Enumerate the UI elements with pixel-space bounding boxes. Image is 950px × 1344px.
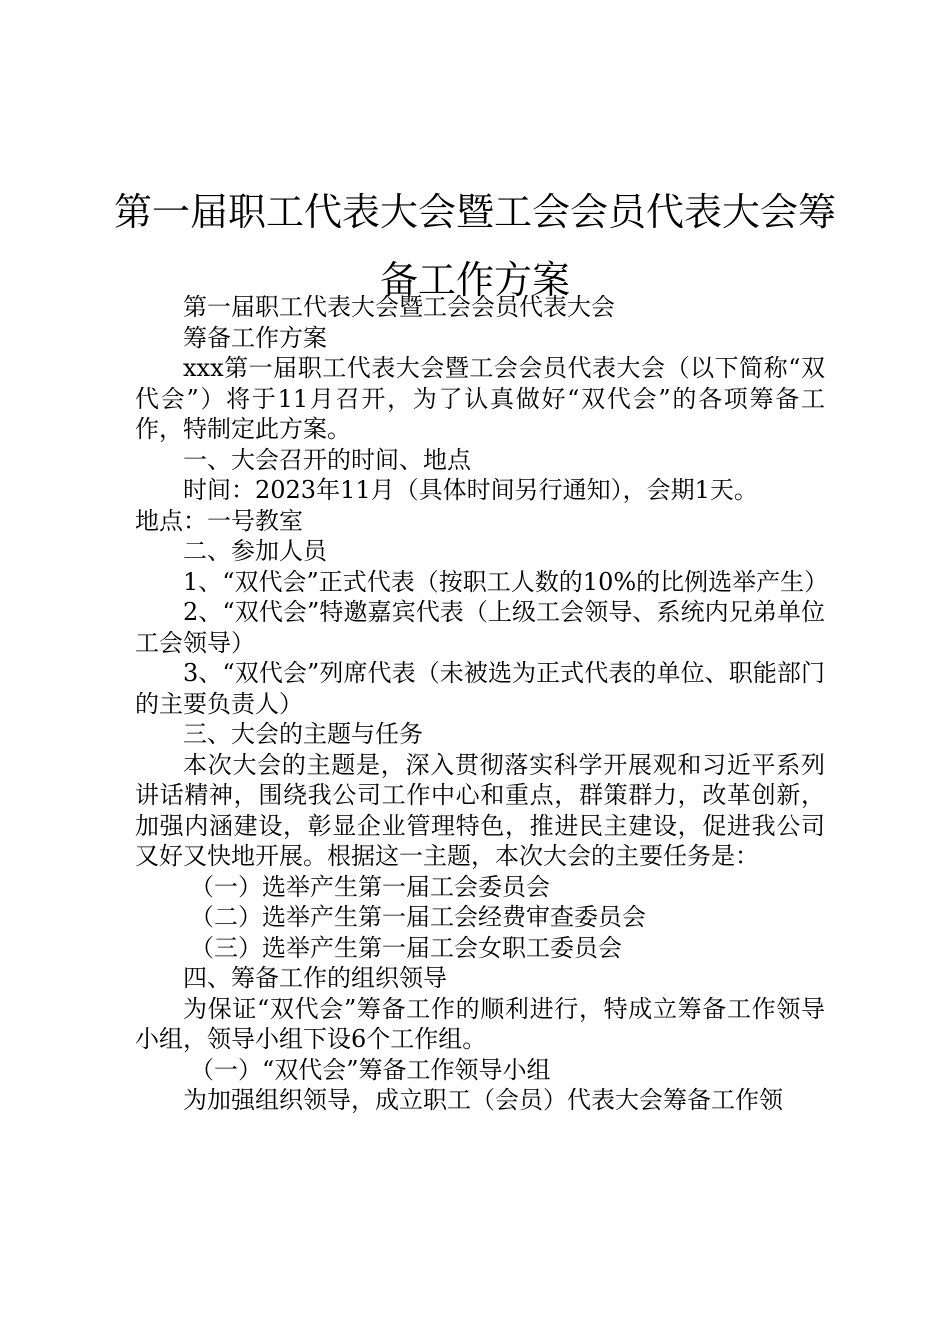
section-heading-attendees: 二、参加人员	[183, 537, 327, 565]
paragraph-theme: 本次大会的主题是，深入贯彻落实科学开展观和习近平系列讲话精神，围绕我公司工作中心和重点，群策群力，改革创新，加强内涵建设，彰显企业管理特色，推进民主建设，促进我公司又好又快地开展。根据这一主题，本次大会的主要任务是：	[135, 750, 825, 870]
document-body	[135, 292, 829, 1116]
paragraph-organization: 为保证“双代会”筹备工作的顺利进行，特成立筹备工作领导小组，领导小组下设6个工作组。	[135, 994, 825, 1053]
paragraph-leading-group: 为加强组织领导，成立职工（会员）代表大会筹备工作领	[183, 1086, 783, 1114]
paragraph-intro: xxx第一届职工代表大会暨工会会员代表大会（以下简称“双代会”）将于11月召开，为了认真做好“双代会”的各项筹备工作，特制定此方案。	[135, 354, 825, 443]
list-item-attendee-1: 1、“双代会”正式代表（按职工人数的10%的比例选举产生）	[183, 567, 829, 596]
paragraph-place: 地点：一号教室	[135, 506, 303, 535]
section-heading-time-place: 一、大会召开的时间、地点	[183, 445, 471, 474]
list-item-attendee-2: 2、“双代会”特邀嘉宾代表（上级工会领导、系统内兄弟单位工会领导）	[135, 598, 825, 657]
paragraph-subtitle-line-2: 筹备工作方案	[183, 323, 327, 352]
list-item-task-3: （三）选举产生第一届工会女职工委员会	[190, 933, 622, 962]
paragraph-time: 时间：2023年11月（具体时间另行通知），会期1天。	[183, 476, 758, 504]
paragraph-subtitle-line-1: 第一届职工代表大会暨工会会员代表大会	[183, 293, 615, 321]
section-heading-organization: 四、筹备工作的组织领导	[183, 964, 447, 992]
list-item-task-1: （一）选举产生第一届工会委员会	[190, 872, 550, 901]
list-item-task-2: （二）选举产生第一届工会经费审查委员会	[190, 903, 646, 931]
subsection-heading-leading-group: （一）“双代会”筹备工作领导小组	[190, 1055, 551, 1084]
section-heading-theme: 三、大会的主题与任务	[183, 720, 423, 748]
document-title: 第一届职工代表大会暨工会会员代表大会筹备工作方案	[113, 190, 836, 302]
list-item-attendee-3: 3、“双代会”列席代表（未被选为正式代表的单位、职能部门的主要负责人）	[135, 659, 825, 718]
